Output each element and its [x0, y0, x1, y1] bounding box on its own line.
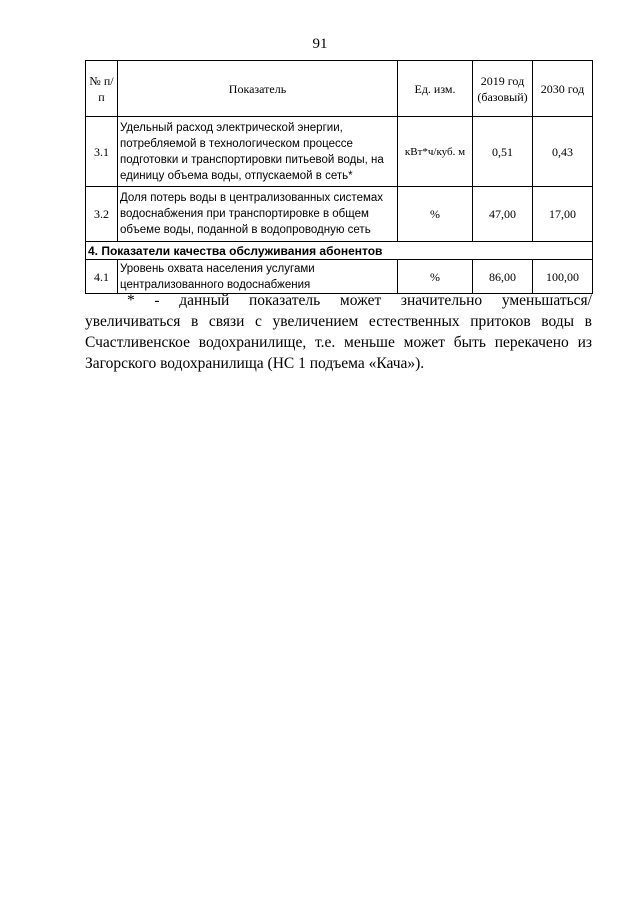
row-unit: %: [398, 187, 473, 242]
header-indicator: Показатель: [118, 61, 398, 117]
header-year-2030: 2030 год: [533, 61, 593, 117]
page-number: 91: [312, 36, 328, 52]
row-unit: %: [398, 260, 473, 294]
header-unit: Ед. изм.: [398, 61, 473, 117]
table-row: [86, 117, 593, 187]
table-header-row: [86, 61, 593, 117]
indicators-table: [85, 60, 593, 294]
row-value-2019: 47,00: [473, 187, 533, 242]
row-value-2030: 0,43: [533, 117, 593, 187]
row-num: 3.1: [86, 117, 118, 187]
row-value-2030: 100,00: [533, 260, 593, 294]
row-value-2030: 17,00: [533, 187, 593, 242]
row-value-2019: 86,00: [473, 260, 533, 294]
table-row: [86, 187, 593, 242]
row-indicator: Уровень охвата населения услугами централизованного водоснабжения: [118, 260, 398, 294]
row-indicator: Удельный расход электрической энергии, потребляемой в технологическом процессе подготовки и транспортировки питьевой воды, на единицу объема воды, отпускаемой в сеть*: [118, 117, 398, 187]
row-value-2019: 0,51: [473, 117, 533, 187]
header-num: № п/п: [86, 61, 118, 117]
row-indicator: Доля потерь воды в централизованных системах водоснабжения при транспортировке в общем объеме воды, поданной в водопроводную сеть: [118, 187, 398, 242]
row-num: 3.2: [86, 187, 118, 242]
footnote: * - данный показатель может значительно уменьшаться/ увеличиваться в связи с увеличением естественных притоков воды в Счастливенское водохранилище, т.е. меньше может быть перекачено из Загорского водохранилища (НС 1 подъема «Кача»).: [85, 292, 592, 372]
table-row: [86, 260, 593, 294]
row-num: 4.1: [86, 260, 118, 294]
row-unit: кВт*ч/куб. м: [398, 117, 473, 187]
header-year-2019: 2019 год (базовый): [473, 61, 533, 117]
section-title: 4. Показатели качества обслуживания абонентов: [86, 242, 593, 260]
section-row: [86, 242, 593, 260]
